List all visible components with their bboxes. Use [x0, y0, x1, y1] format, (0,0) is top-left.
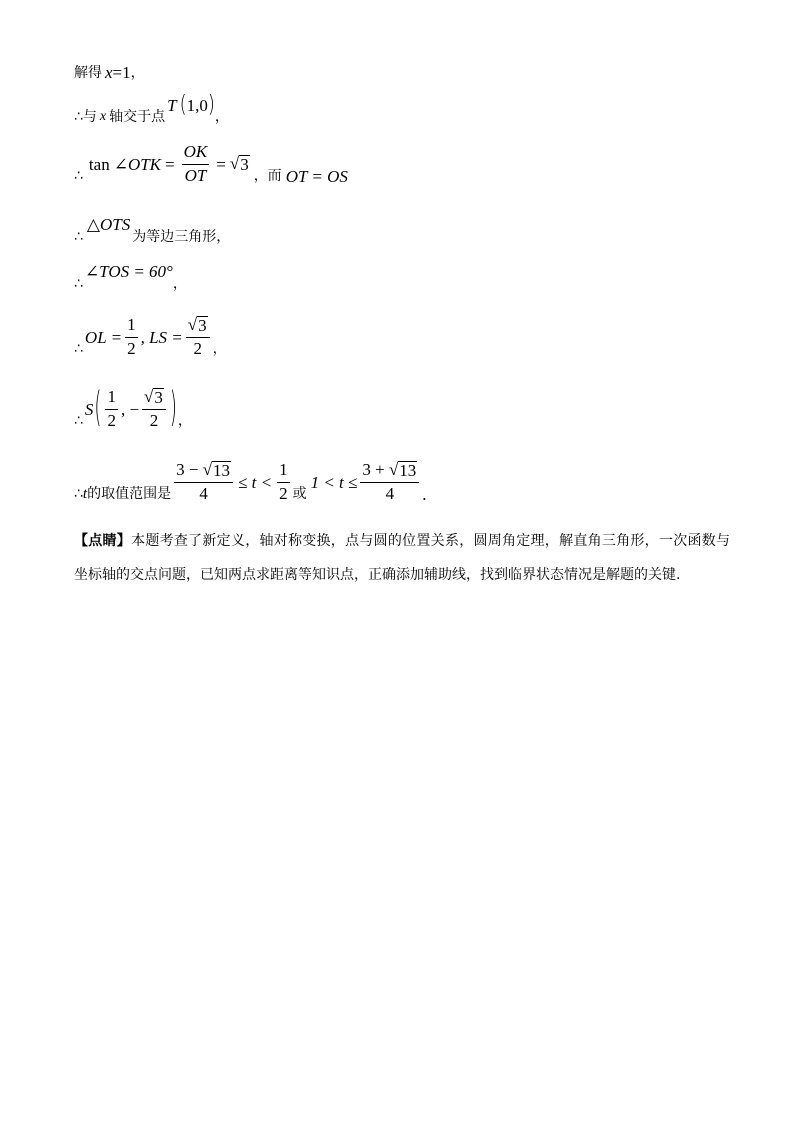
separator: , −	[120, 399, 140, 419]
therefore-symbol: ∴	[74, 228, 83, 245]
comma: ，	[214, 109, 229, 125]
angle-OTK: ∠OTK	[113, 154, 162, 174]
text-or: 或	[292, 486, 307, 503]
radicand: 3	[198, 316, 207, 335]
sqrt-13	[389, 461, 417, 480]
therefore-symbol: ∴	[74, 486, 83, 503]
numerator-prefix: 3 −	[176, 460, 203, 479]
denominator: 2	[127, 338, 136, 358]
radicand: 3	[154, 388, 163, 407]
denominator: 4	[385, 483, 395, 503]
var-x: x	[99, 109, 107, 124]
equals: =	[165, 154, 175, 174]
solution-line-6	[74, 316, 227, 359]
text-range: 的取值范围是	[87, 486, 172, 503]
therefore-symbol: ∴	[74, 109, 83, 125]
solution-line-5	[74, 262, 187, 292]
radicand: 3	[240, 154, 249, 174]
point-T-coords: 1,0	[186, 95, 208, 115]
sqrt-3	[230, 155, 250, 174]
solution-line-4	[74, 215, 231, 245]
denominator: 2	[107, 410, 116, 430]
comma: ，	[212, 341, 227, 358]
numerator-prefix: 3 +	[362, 460, 389, 479]
text-solve: 解得	[74, 64, 102, 81]
fraction-upper-bound	[360, 461, 419, 504]
tan-label: tan	[88, 154, 110, 174]
solution-line-7	[74, 383, 192, 433]
text-with: 与	[82, 109, 97, 125]
denominator: OT	[184, 165, 207, 185]
paren-left: (	[179, 90, 187, 118]
equals: =	[216, 154, 226, 174]
radical-sign: √	[229, 153, 240, 173]
denominator: 2	[193, 338, 202, 358]
radical-sign: √	[388, 460, 399, 479]
inequality-2: 1 < t ≤	[310, 472, 358, 492]
radical-sign: √	[144, 387, 154, 406]
denominator: 2	[279, 483, 288, 503]
radicand: 13	[399, 461, 417, 480]
expr-OL: OL =	[84, 327, 123, 347]
eq-value: =1	[112, 63, 131, 82]
text-equilateral: 为等边三角形，	[132, 228, 231, 245]
var-t: t	[82, 485, 88, 502]
relation-OT-OS: OT = OS	[285, 166, 348, 186]
fraction-sqrt3-over-2	[186, 316, 210, 359]
paren-right: )	[207, 90, 215, 118]
solution-line-2	[74, 90, 229, 125]
comment-tag: 【点睛】	[74, 533, 132, 549]
solution-line-8	[74, 461, 427, 504]
inequality-1: ≤ t <	[238, 472, 273, 492]
paren-left: (	[94, 383, 102, 433]
fraction-half	[277, 461, 290, 503]
fraction-lower-bound	[174, 461, 233, 504]
denominator: 2	[149, 410, 159, 430]
fraction-half	[105, 388, 118, 430]
numerator: OK	[182, 143, 210, 165]
numerator	[360, 461, 419, 483]
numerator: 1	[277, 461, 290, 483]
sqrt-13	[203, 461, 231, 480]
comma: ，	[177, 413, 192, 430]
solution-line-1	[74, 64, 145, 81]
point-T: T	[167, 95, 177, 115]
var-x: x	[105, 63, 113, 82]
therefore-symbol: ∴	[74, 413, 83, 430]
comma: ，	[172, 275, 187, 292]
radical-sign: √	[202, 460, 213, 479]
solution-line-3	[74, 143, 348, 185]
text-axis-intersect: 轴交于点	[109, 109, 166, 125]
numerator: 1	[125, 316, 138, 338]
expr-LS: , LS =	[140, 327, 183, 347]
therefore-symbol: ∴	[74, 168, 83, 185]
fraction-half	[125, 316, 138, 358]
angle-TOS: ∠TOS = 60°	[84, 262, 173, 281]
radicand: 13	[213, 461, 231, 480]
triangle-OTS: △OTS	[86, 215, 131, 234]
sqrt-3	[144, 388, 164, 407]
paren-right: )	[169, 383, 177, 433]
fraction-OK-OT	[182, 143, 210, 185]
numerator	[186, 316, 210, 338]
comment-text: 本题考查了新定义，轴对称变换，点与圆的位置关系，圆周角定理，解直角三角形，一次函数与坐标轴的交点问题，已知两点求距离等知识点，正确添加辅助线，找到临界状态情况是解题的关键.	[74, 533, 731, 583]
comment-paragraph	[74, 524, 730, 592]
therefore-symbol: ∴	[74, 341, 83, 358]
numerator	[142, 388, 166, 410]
radical-sign: √	[187, 315, 198, 334]
sqrt-3	[188, 316, 208, 335]
fraction-sqrt3-over-2	[142, 388, 166, 431]
therefore-symbol: ∴	[74, 275, 83, 292]
comma: ，	[130, 64, 145, 81]
text-and: ，而	[253, 168, 282, 185]
numerator	[174, 461, 233, 483]
point-S: S	[84, 399, 94, 419]
numerator: 1	[105, 388, 118, 410]
period: .	[422, 484, 427, 504]
denominator: 4	[199, 483, 208, 503]
